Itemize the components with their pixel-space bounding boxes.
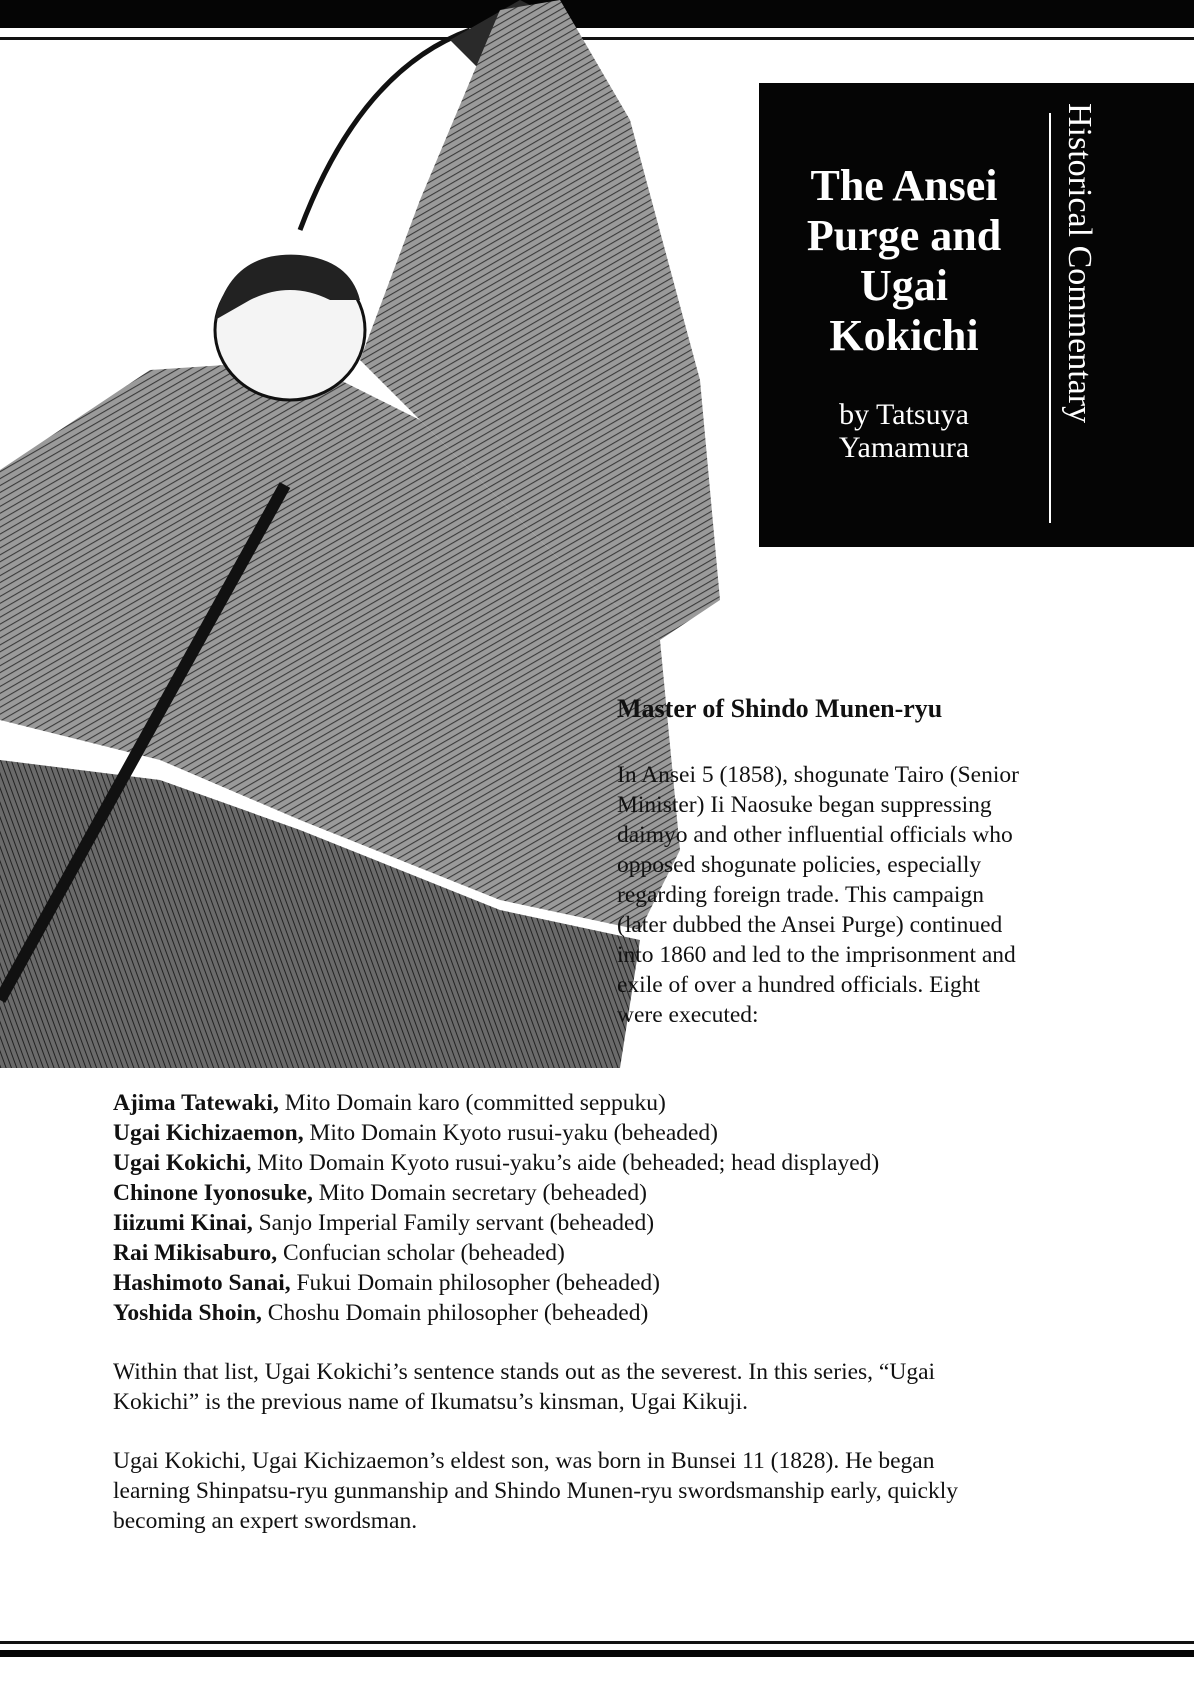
person-desc: Mito Domain karo (committed seppuku) [278,1090,666,1116]
author-byline [769,398,1039,464]
person-name: Ugai Kokichi, [113,1150,252,1176]
person-name: Ajima Tatewaki, [113,1090,279,1116]
list-item [113,1148,879,1178]
person-name: Ugai Kichizaemon, [113,1120,304,1146]
title-box [759,83,1194,547]
text-line: were executed: [617,1002,759,1028]
byline-line: Yamamura [838,431,970,464]
person-name: Chinone Iyonosuke, [113,1180,313,1206]
executed-list [113,1088,879,1328]
text-line: exile of over a hundred officials. Eight [617,972,981,998]
text-line: learning Shinpatsu-ryu gunmanship and Shindo Munen-ryu swordsmanship early, quickly [113,1478,959,1504]
person-desc: Fukui Domain philosopher (beheaded) [290,1270,660,1296]
text-line: into 1860 and led to the imprisonment and [617,942,1016,968]
intro-paragraph [617,760,1087,1030]
title-line: Ugai [860,261,948,310]
paragraph-severity [113,1357,935,1417]
person-name: Iiizumi Kinai, [113,1210,253,1236]
title-line: Kokichi [829,311,979,360]
text-line: daimyo and other influential officials who [617,822,1013,848]
byline-line: by Tatsuya [839,398,969,431]
list-item [113,1088,879,1118]
list-item [113,1298,879,1328]
person-desc: Mito Domain secretary (beheaded) [312,1180,647,1206]
bottom-border-bar [0,1650,1194,1657]
title-line: Purge and [806,211,1002,260]
bottom-border-line [0,1641,1194,1644]
list-item [113,1238,879,1268]
text-line: opposed shogunate policies, especially [617,852,982,878]
title-line: The Ansei [810,161,998,210]
article-title [769,161,1039,361]
list-item [113,1178,879,1208]
text-line: (later dubbed the Ansei Purge) continued [617,912,1003,938]
text-line: Kokichi” is the previous name of Ikumatsu’s kinsman, Ugai Kikuji. [113,1389,749,1415]
text-line: becoming an expert swordsman. [113,1508,418,1534]
person-desc: Confucian scholar (beheaded) [277,1240,565,1266]
text-line: regarding foreign trade. This campaign [617,882,984,908]
paragraph-biography [113,1446,958,1536]
text-line: Ugai Kokichi, Ugai Kichizaemon’s eldest son, was born in Bunsei 11 (1828). He began [113,1448,935,1474]
vertical-divider [1049,113,1051,523]
person-desc: Sanjo Imperial Family servant (beheaded) [252,1210,655,1236]
person-desc: Mito Domain Kyoto rusui-yaku’s aide (beheaded; head displayed) [251,1150,880,1176]
person-desc: Mito Domain Kyoto rusui-yaku (beheaded) [303,1120,719,1146]
section-heading: Master of Shindo Munen-ryu [617,694,943,723]
list-item [113,1118,879,1148]
person-name: Hashimoto Sanai, [113,1270,291,1296]
list-item [113,1208,879,1238]
text-line: Within that list, Ugai Kokichi’s sentence stands out as the severest. In this series, “Ugai [113,1359,936,1385]
person-name: Yoshida Shoin, [113,1300,262,1326]
section-label: Historical Commentary [1061,103,1098,424]
list-item [113,1268,879,1298]
text-line: Minister) Ii Naosuke began suppressing [617,792,992,818]
text-line: In Ansei 5 (1858), shogunate Tairo (Senior [617,762,1019,788]
person-desc: Choshu Domain philosopher (beheaded) [261,1300,649,1326]
person-name: Rai Mikisaburo, [113,1240,278,1266]
